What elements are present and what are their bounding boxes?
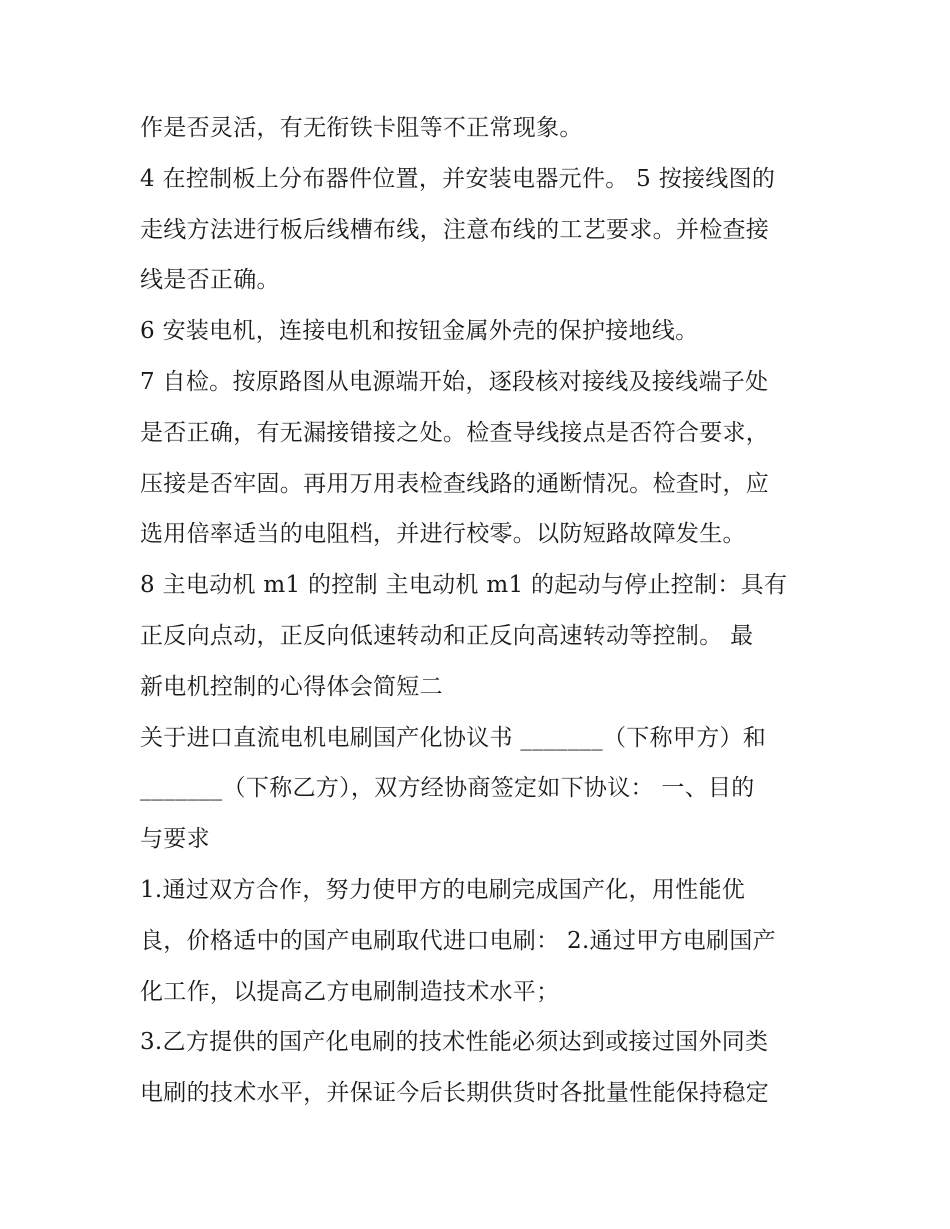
text-line: 4 在控制板上分布器件位置，并安装电器元件。 5 按接线图的 — [140, 165, 776, 192]
text-line: 6 安装电机，连接电机和按钮金属外壳的保护接地线。 — [140, 318, 699, 345]
text-line: 电刷的技术水平，并保证今后长期供货时各批量性能保持稳定 — [140, 1080, 770, 1107]
text-line: 与要求 — [140, 826, 210, 853]
text-line: 关于进口直流电机电刷国产化协议书 _______（下称甲方）和 — [140, 724, 767, 751]
text-line: 新电机控制的心得体会简短二 — [140, 673, 443, 700]
text-line: 压接是否牢固。再用万用表检查线路的通断情况。检查时，应 — [140, 470, 770, 497]
text-line: 走线方法进行板后线槽布线，注意布线的工艺要求。并检查接 — [140, 216, 770, 243]
text-line: 选用倍率适当的电阻档，并进行校零。以防短路故障发生。 — [140, 521, 746, 548]
text-line: 正反向点动，正反向低速转动和正反向高速转动等控制。 最 — [140, 622, 754, 649]
text-line: 7 自检。按原路图从电源端开始，逐段核对接线及接线端子处 — [140, 368, 769, 395]
text-line: 3.乙方提供的国产化电刷的技术性能必须达到或接过国外同类 — [140, 1029, 769, 1056]
text-line: 8 主电动机 m1 的控制 主电动机 m1 的起动与停止控制：具有 — [140, 572, 788, 599]
text-line: 是否正确，有无漏接错接之处。检查导线接点是否符合要求， — [140, 419, 770, 446]
text-line: 线是否正确。 — [140, 267, 280, 294]
text-line: _______（下称乙方），双方经协商签定如下协议： 一、目的 — [140, 775, 755, 802]
text-line: 化工作，以提高乙方电刷制造技术水平； — [140, 978, 560, 1005]
text-line: 作是否灵活，有无衔铁卡阻等不正常现象。 — [140, 115, 583, 141]
document-body — [140, 103, 820, 1119]
text-line: 1.通过双方合作，努力使甲方的电刷完成国产化，用性能优 — [140, 876, 746, 903]
text-line: 良，价格适中的国产电刷取代进口电刷： 2.通过甲方电刷国产 — [140, 927, 776, 954]
